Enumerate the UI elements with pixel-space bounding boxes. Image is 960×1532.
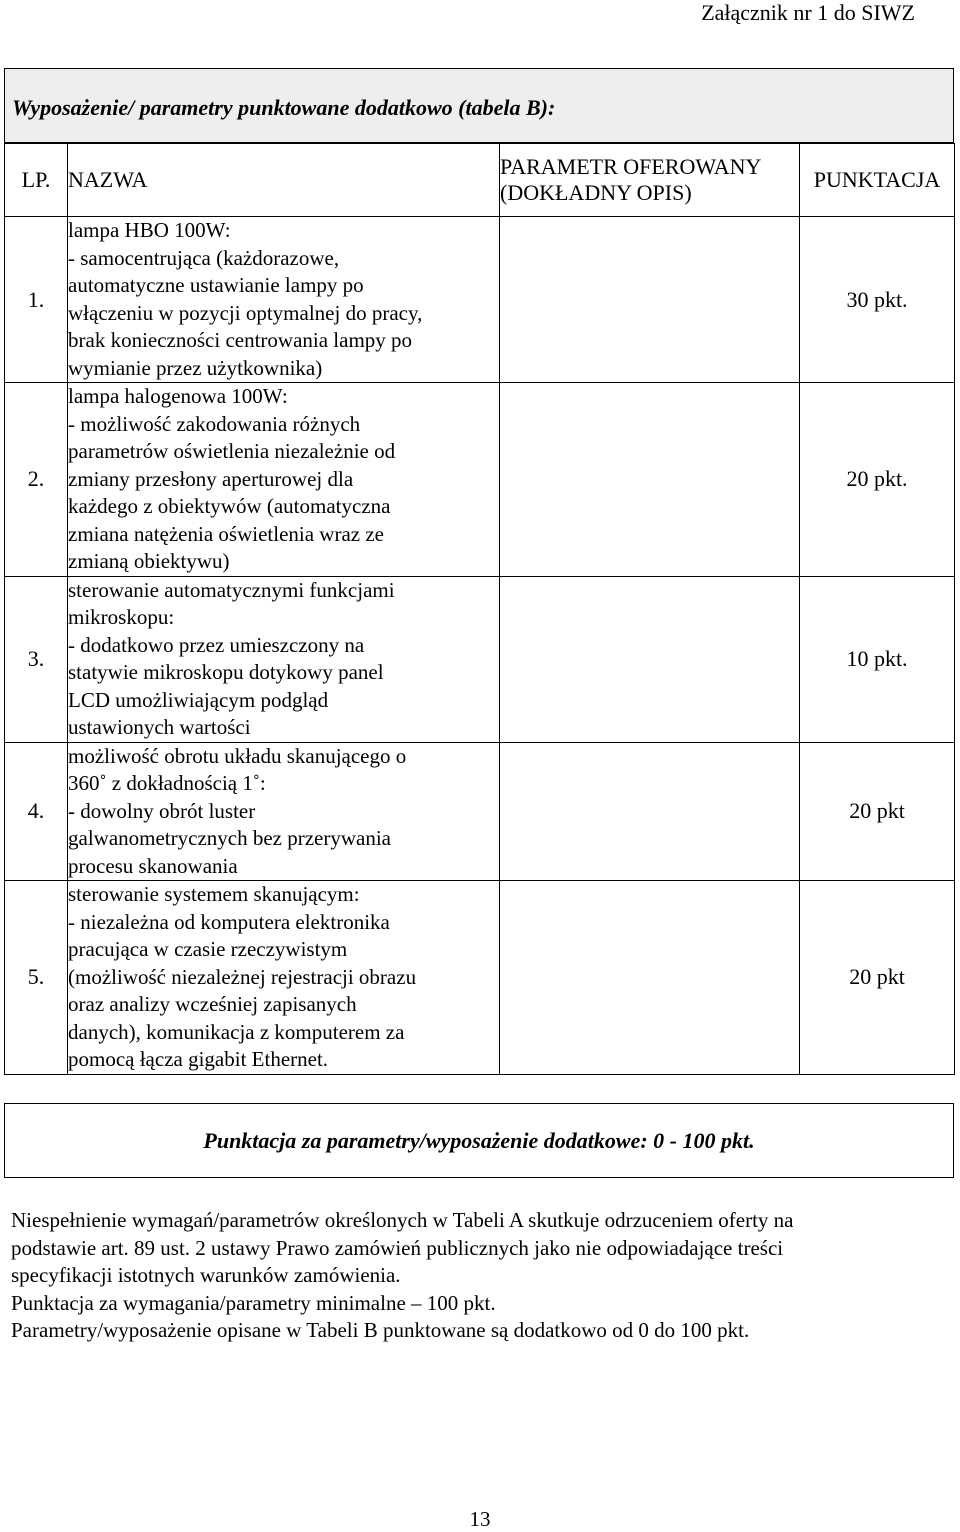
note-line: Niespełnienie wymagań/parametrów określonych w Tabeli A skutkuje odrzuceniem oferty na — [11, 1208, 794, 1232]
description-line: danych), komunikacja z komputerem za — [68, 1019, 405, 1044]
table-row — [5, 576, 955, 742]
description-line: - dowolny obrót luster — [68, 798, 256, 823]
attachment-label: Załącznik nr 1 do SIWZ — [701, 0, 915, 25]
row-description — [68, 742, 500, 881]
spec-table — [4, 143, 955, 1075]
row-offered-parameter — [500, 383, 800, 577]
summary-text: Punktacja za parametry/wyposażenie dodatkowe: 0 - 100 pkt. — [203, 1128, 755, 1153]
table-row — [5, 881, 955, 1075]
note-line: Parametry/wyposażenie opisane w Tabeli B punktowane są dodatkowo od 0 do 100 pkt. — [11, 1318, 750, 1342]
section-title: Wyposażenie/ parametry punktowane dodatkowo (tabela B): — [12, 95, 556, 120]
description-line: oraz analizy wcześniej zapisanych — [68, 992, 357, 1016]
row-description — [68, 217, 500, 383]
description-line: - możliwość zakodowania różnych — [68, 411, 361, 436]
col-header-param-line1: PARAMETR OFEROWANY — [500, 154, 762, 179]
table-row — [5, 383, 955, 577]
row-number: 1. — [5, 217, 68, 383]
table-header-row — [5, 144, 955, 217]
row-description — [68, 576, 500, 742]
description-line: statywie mikroskopu dotykowy panel — [68, 660, 384, 684]
row-offered-parameter — [500, 881, 800, 1075]
col-header-name: NAZWA — [68, 144, 500, 217]
col-header-param-line2: (DOKŁADNY OPIS) — [500, 180, 692, 205]
col-header-score: PUNKTACJA — [800, 144, 955, 217]
row-score: 30 pkt. — [800, 217, 955, 383]
description-line: 360˚ z dokładnością 1˚: — [68, 771, 266, 795]
table-row — [5, 742, 955, 881]
row-score: 20 pkt — [800, 881, 955, 1075]
row-score: 20 pkt. — [800, 383, 955, 577]
col-header-lp: LP. — [5, 144, 68, 217]
row-score: 10 pkt. — [800, 576, 955, 742]
table-row — [5, 217, 955, 383]
description-line: możliwość obrotu układu skanującego o — [68, 743, 407, 768]
description-line: - dodatkowo przez umieszczony na — [68, 632, 365, 657]
description-line: pomocą łącza gigabit Ethernet. — [68, 1047, 329, 1071]
description-line: sterowanie systemem skanującym: — [68, 882, 360, 906]
description-line: wymianie przez użytkownika) — [68, 355, 323, 380]
description-line: galwanometrycznych bez przerywania — [68, 826, 391, 850]
description-line: brak konieczności centrowania lampy po — [68, 328, 413, 352]
description-line: automatyczne ustawianie lampy po — [68, 273, 364, 297]
row-number: 5. — [5, 881, 68, 1075]
summary-box — [4, 1103, 954, 1178]
description-line: mikroskopu: — [68, 605, 175, 629]
description-line: procesu skanowania — [68, 853, 238, 878]
row-offered-parameter — [500, 217, 800, 383]
description-line: LCD umożliwiającym podgląd — [68, 687, 329, 712]
description-line: (możliwość niezależnej rejestracji obrazu — [68, 964, 417, 989]
row-number: 3. — [5, 576, 68, 742]
col-header-param — [500, 144, 800, 217]
section-title-box — [4, 68, 954, 143]
description-line: pracująca w czasie rzeczywistym — [68, 937, 348, 961]
row-description — [68, 881, 500, 1075]
description-line: ustawionych wartości — [68, 715, 251, 739]
page-number: 13 — [469, 1507, 491, 1531]
row-offered-parameter — [500, 576, 800, 742]
notes — [11, 1207, 921, 1345]
note-line: specyfikacji istotnych warunków zamówienia. — [11, 1263, 401, 1287]
description-line: sterowanie automatycznymi funkcjami — [68, 577, 395, 602]
note-line: podstawie art. 89 ust. 2 ustawy Prawo zamówień publicznych jako nie odpowiadające treści — [11, 1235, 784, 1260]
row-number: 2. — [5, 383, 68, 577]
description-line: każdego z obiektywów (automatyczna — [68, 494, 391, 518]
description-line: zmianą obiektywu) — [68, 549, 230, 573]
row-offered-parameter — [500, 742, 800, 881]
description-line: - niezależna od komputera elektronika — [68, 909, 390, 934]
row-score: 20 pkt — [800, 742, 955, 881]
row-description — [68, 383, 500, 577]
row-number: 4. — [5, 742, 68, 881]
description-line: parametrów oświetlenia niezależnie od — [68, 439, 396, 463]
description-line: lampa HBO 100W: — [68, 218, 231, 242]
note-line: Punktacja za wymagania/parametry minimalne – 100 pkt. — [11, 1290, 496, 1315]
description-line: - samocentrująca (każdorazowe, — [68, 245, 340, 270]
description-line: zmiana natężenia oświetlenia wraz ze — [68, 521, 384, 546]
description-line: zmiany przesłony aperturowej dla — [68, 466, 354, 491]
description-line: włączeniu w pozycji optymalnej do pracy, — [68, 300, 423, 325]
description-line: lampa halogenowa 100W: — [68, 384, 288, 408]
